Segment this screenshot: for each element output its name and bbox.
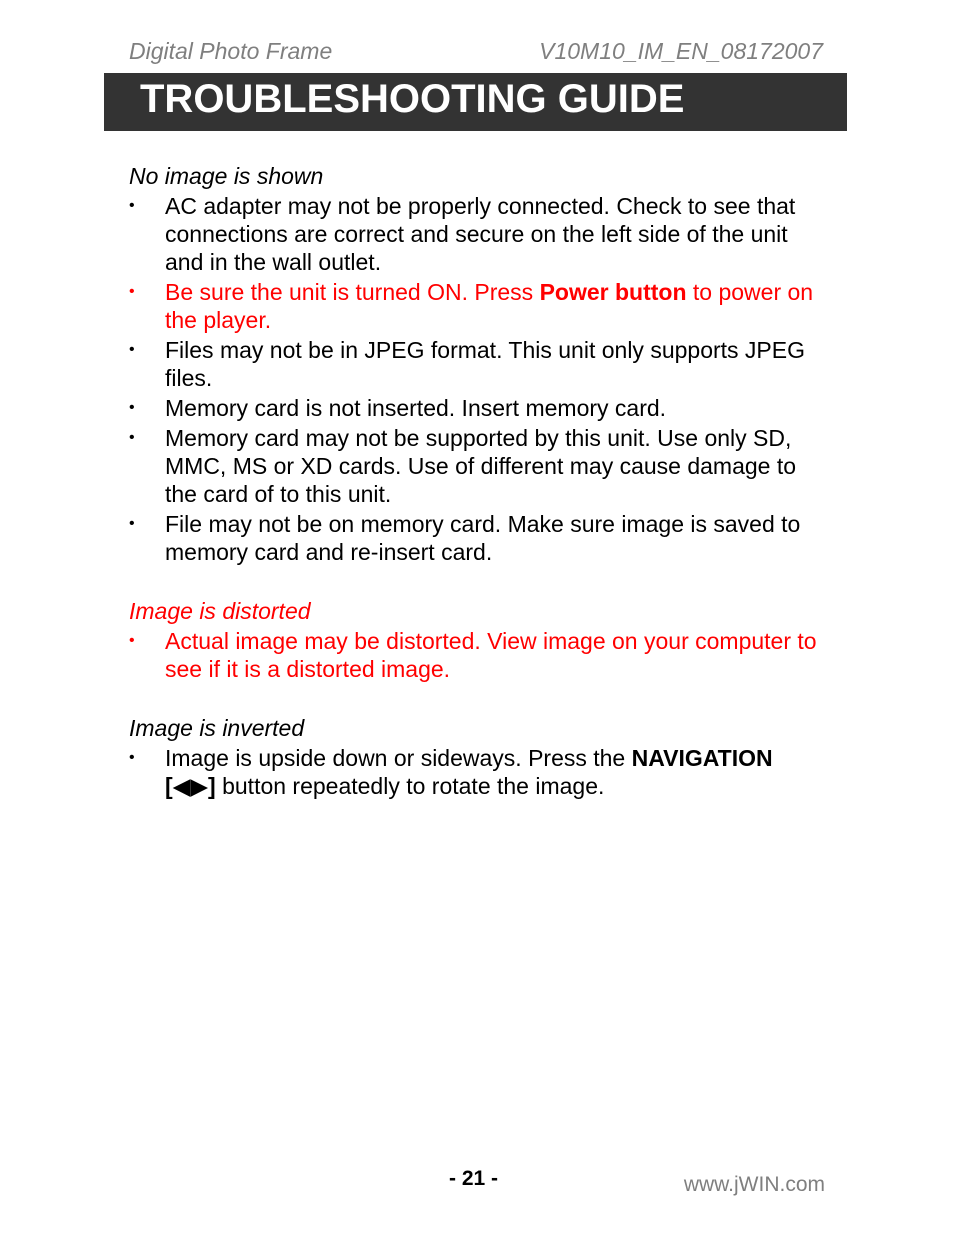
section-inverted: [129, 714, 829, 800]
bullet-icon: •: [129, 283, 135, 300]
header-doc-code: V10M10_IM_EN_08172007: [539, 38, 823, 64]
list-item: • File may not be on memory card. Make sure image is saved to memory card and re-insert card.: [129, 511, 801, 565]
title-bar: [104, 73, 847, 131]
bullet-icon: •: [129, 197, 135, 214]
list-item: • AC adapter may not be properly connected. Check to see that connections are correct and secure on the left side of the unit and in the wall outlet.: [129, 193, 796, 275]
page-title: TROUBLESHOOTING GUIDE: [140, 77, 685, 121]
list-item: • Files may not be in JPEG format. This unit only supports JPEG files.: [129, 337, 806, 391]
bullet-list: [129, 627, 829, 683]
list-item: • Actual image may be distorted. View image on your computer to see if it is a distorted image.: [129, 628, 817, 682]
power-button-label: Power button: [539, 279, 687, 305]
section-no-image: [129, 162, 829, 566]
bullet-icon: •: [129, 749, 135, 766]
header-doc-title: Digital Photo Frame: [129, 38, 333, 64]
bullet-icon: •: [129, 399, 135, 416]
list-item: • Image is upside down or sideways. Press the NAVIGATION [◀▶] button repeatedly to rotate the image.: [129, 745, 773, 799]
bullet-icon: •: [129, 429, 135, 446]
section-title: No image is shown: [129, 163, 324, 189]
bullet-list: [129, 744, 829, 800]
section-title: Image is inverted: [129, 715, 305, 741]
page-number: - 21 -: [449, 1167, 499, 1190]
section-title: Image is distorted: [129, 598, 311, 624]
website-link: www.jWIN.com: [683, 1173, 825, 1196]
section-distorted: [129, 597, 829, 683]
list-item: • Be sure the unit is turned ON. Press Power button to power on the player.: [129, 279, 814, 333]
bullet-list: [129, 192, 829, 566]
list-item: • Memory card is not inserted. Insert memory card.: [129, 395, 667, 421]
bullet-icon: •: [129, 515, 135, 532]
list-item: • Memory card may not be supported by this unit. Use only SD, MMC, MS or XD cards. Use of different may cause damage to the card of to this unit.: [129, 425, 797, 507]
bullet-icon: •: [129, 341, 135, 358]
content: [129, 162, 829, 831]
bullet-icon: •: [129, 632, 135, 649]
navigation-button-label: NAVIGATION [◀▶]: [165, 745, 773, 799]
